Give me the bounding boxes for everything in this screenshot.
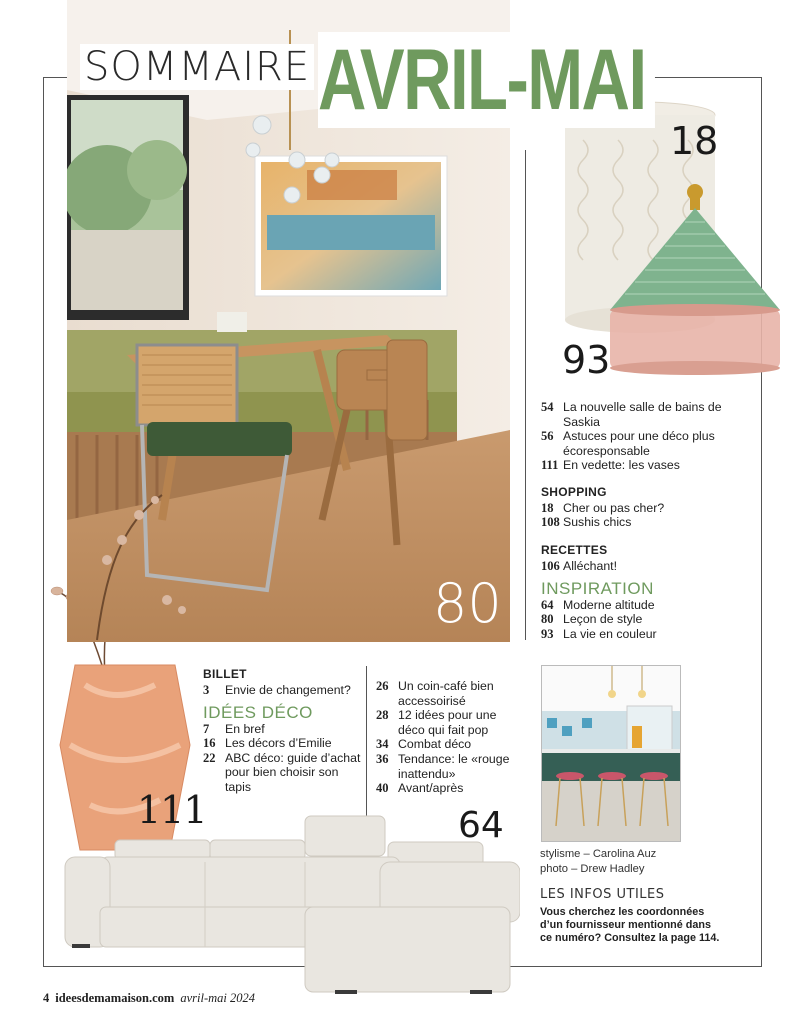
toc-page-number: 108	[541, 515, 560, 530]
toc-item[interactable]	[376, 737, 516, 752]
toc-section-shopping	[541, 485, 741, 530]
toc-item[interactable]	[541, 559, 741, 574]
toc-page-number: 34	[376, 737, 389, 752]
toc-section-recettes	[541, 543, 741, 573]
feature-page-number-93: 93	[562, 338, 611, 382]
toc-item[interactable]	[541, 627, 741, 642]
toc-title: 12 idées pour une déco qui fait pop	[398, 708, 497, 737]
toc-title: Astuces pour une déco plus écoresponsable	[563, 429, 715, 458]
toc-page-number: 106	[541, 558, 560, 573]
toc-page-number: 111	[541, 458, 559, 473]
toc-page-number: 93	[541, 626, 554, 641]
toc-page-number: 22	[203, 750, 216, 765]
toc-title: Leçon de style	[563, 612, 643, 627]
toc-item[interactable]	[203, 683, 363, 698]
infos-utiles-text: Vous cherchez les coordonnées d’un fournisseur mentionné dans ce numéro? Consultez la page 114.	[540, 906, 720, 944]
toc-page-number: 3	[203, 682, 210, 697]
toc-item[interactable]	[541, 458, 741, 473]
toc-page-number: 80	[541, 612, 554, 627]
stylist-credit: stylisme – Carolina Auz	[540, 848, 657, 860]
toc-page-number: 56	[541, 429, 554, 444]
toc-item[interactable]	[541, 515, 741, 530]
feature-page-number-80: 80	[433, 572, 502, 635]
toc-right-top-list	[541, 400, 741, 473]
sectional-sofa-image	[60, 812, 520, 997]
toc-item[interactable]	[376, 708, 516, 737]
toc-item[interactable]	[203, 751, 363, 795]
column-divider-small	[366, 666, 367, 816]
section-heading: BILLET	[203, 667, 247, 681]
toc-title: Cher ou pas cher?	[563, 500, 665, 515]
toc-title: Tendance: le «rouge inattendu»	[398, 751, 510, 781]
toc-title: En vedette: les vases	[563, 458, 680, 473]
toc-page-number: 36	[376, 751, 389, 766]
section-heading: SHOPPING	[541, 485, 607, 499]
toc-page-number: 64	[541, 597, 554, 612]
toc-page-number: 54	[541, 400, 554, 414]
toc-item[interactable]	[376, 781, 516, 796]
toc-title: En bref	[225, 721, 265, 736]
toc-item[interactable]	[376, 679, 516, 708]
title-sommaire: SOMMAIRE	[80, 44, 314, 90]
toc-item[interactable]	[541, 400, 741, 429]
toc-title: Avant/après	[398, 781, 464, 796]
toc-title: Envie de changement?	[225, 682, 351, 697]
toc-item[interactable]	[541, 429, 741, 458]
photographer-credit: photo – Drew Hadley	[540, 862, 645, 875]
toc-page-number: 28	[376, 708, 389, 723]
toc-title: Moderne altitude	[563, 597, 655, 612]
title-issue-date: AVRIL-MAI	[318, 32, 655, 128]
footer-website[interactable]: ideesdemamaison.com	[55, 991, 175, 1005]
toc-item[interactable]	[376, 752, 516, 781]
section-heading: IDÉES DÉCO	[203, 703, 313, 722]
toc-item[interactable]	[203, 736, 363, 751]
toc-title: Un coin-café bien accessoirisé	[398, 679, 494, 708]
section-heading: RECETTES	[541, 543, 608, 557]
toc-section-inspiration	[541, 579, 741, 641]
toc-page-number: 40	[376, 781, 389, 796]
photo-credits	[540, 847, 656, 876]
infos-utiles-heading: LES INFOS UTILES	[540, 887, 665, 902]
section-heading: INSPIRATION	[541, 579, 654, 598]
feature-page-number-18: 18	[670, 119, 719, 163]
toc-title: Les décors d’Emilie	[225, 736, 332, 751]
toc-title: Sushis chics	[563, 515, 632, 530]
toc-title: ABC déco: guide d’achat pour bien choisir son tapis	[225, 750, 361, 794]
toc-continued-list	[376, 679, 516, 796]
toc-page-number: 18	[541, 500, 554, 515]
feature-page-number-64: 64	[458, 805, 504, 846]
toc-item[interactable]	[541, 612, 741, 627]
footer-issue-date: avril-mai 2024	[180, 991, 255, 1005]
toc-section-idees-deco	[203, 703, 363, 795]
glass-container-image	[605, 180, 785, 380]
page-footer	[43, 991, 255, 1006]
toc-title: Combat déco	[398, 737, 472, 752]
toc-page-number: 7	[203, 721, 210, 736]
kitchen-photo	[541, 665, 681, 842]
toc-page-number: 26	[376, 679, 389, 693]
toc-item[interactable]	[541, 598, 741, 613]
toc-item[interactable]	[541, 501, 741, 516]
toc-title: La vie en couleur	[563, 626, 657, 641]
column-divider	[525, 150, 526, 640]
toc-title: Alléchant!	[563, 558, 618, 573]
feature-page-number-111: 111	[137, 788, 207, 832]
toc-page-number: 16	[203, 736, 216, 751]
toc-section-billet	[203, 667, 363, 697]
footer-page-number: 4	[43, 991, 50, 1005]
toc-title: La nouvelle salle de bains de Saskia	[563, 400, 722, 429]
toc-item[interactable]	[203, 722, 363, 737]
